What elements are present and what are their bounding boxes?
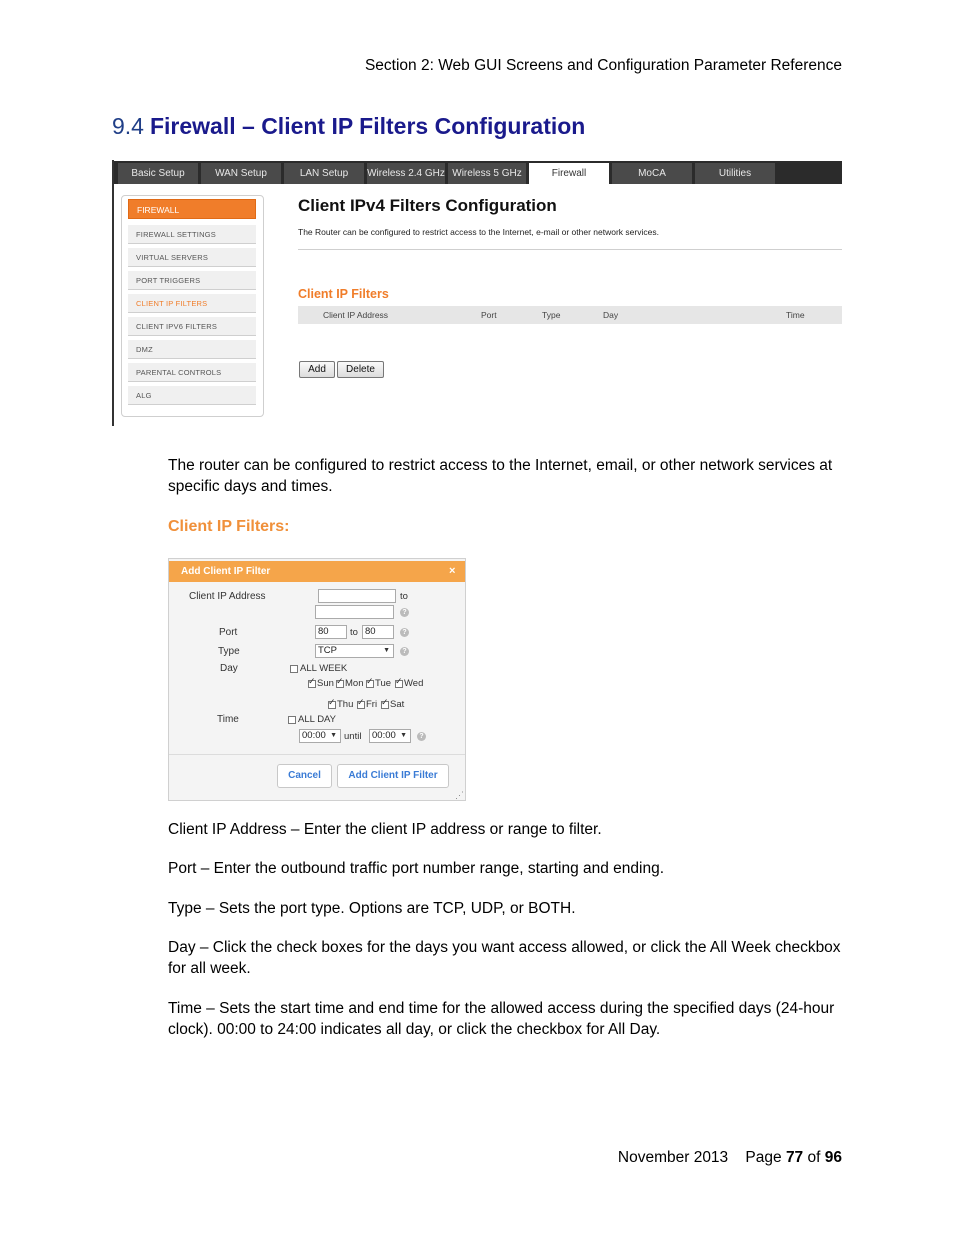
thu-label: Thu <box>337 699 354 710</box>
router-page-description: The Router can be configured to restrict access to the Internet, e-mail or other network services. <box>298 227 659 237</box>
type-label: Type <box>218 646 240 657</box>
help-icon[interactable]: ? <box>400 608 409 617</box>
port-start-input[interactable]: 80 <box>315 625 347 639</box>
wed-checkbox[interactable] <box>395 680 403 688</box>
tue-label: Tue <box>375 678 392 689</box>
client-ip-label: Client IP Address <box>189 591 266 602</box>
tab-wireless-5[interactable]: Wireless 5 GHz <box>448 163 526 184</box>
fri-checkbox[interactable] <box>357 701 365 709</box>
footer-of: of <box>807 1149 821 1166</box>
port-label: Port <box>219 627 238 638</box>
section-heading <box>112 113 585 140</box>
sidebar-item-firewall-settings[interactable]: FIREWALL SETTINGS <box>128 225 256 244</box>
add-client-ip-filter-button[interactable]: Add Client IP Filter <box>337 764 449 788</box>
thu-checkbox[interactable] <box>328 701 336 709</box>
mon-label: Mon <box>345 678 364 689</box>
wed-label: Wed <box>404 678 424 689</box>
sidebar-item-dmz[interactable]: DMZ <box>128 340 256 359</box>
dialog-footer-divider <box>169 754 465 755</box>
chevron-down-icon: ▼ <box>400 732 407 739</box>
type-select-value: TCP <box>318 645 337 656</box>
sat-label: Sat <box>390 699 405 710</box>
all-day-checkbox[interactable] <box>288 716 296 724</box>
sat-checkbox[interactable] <box>381 701 389 709</box>
end-time-select[interactable] <box>369 729 411 743</box>
section-title: Firewall – Client IP Filters Configuration <box>149 113 586 139</box>
intro-paragraph: The router can be configured to restrict access to the Internet, email, or other network services at specific days and times. <box>168 457 833 495</box>
running-header: Section 2: Web GUI Screens and Configuration Parameter Reference <box>364 57 842 74</box>
all-day-label: ALL DAY <box>298 714 337 725</box>
client-ip-end-input[interactable] <box>315 605 394 619</box>
chevron-down-icon: ▼ <box>330 732 337 739</box>
sun-label: Sun <box>317 678 334 689</box>
help-icon[interactable]: ? <box>417 732 426 741</box>
sidebar-item-port-triggers[interactable]: PORT TRIGGERS <box>128 271 256 290</box>
cancel-button[interactable]: Cancel <box>277 764 332 788</box>
section-number: 9.4 <box>112 113 144 139</box>
chevron-down-icon: ▼ <box>383 647 390 654</box>
tab-firewall[interactable]: Firewall <box>529 163 609 184</box>
desc-client-ip: Client IP Address – Enter the client IP address or range to filter. <box>168 821 602 838</box>
sidebar-header-firewall[interactable]: FIREWALL <box>128 199 256 219</box>
tab-wan-setup[interactable]: WAN Setup <box>201 163 281 184</box>
tab-basic-setup[interactable]: Basic Setup <box>118 163 198 184</box>
column-client-ip: Client IP Address <box>323 310 389 320</box>
sun-checkbox[interactable] <box>308 680 316 688</box>
screenshot-border <box>112 160 114 426</box>
tab-wireless-24[interactable]: Wireless 2.4 GHz <box>367 163 445 184</box>
sidebar-item-client-ip-filters[interactable]: CLIENT IP FILTERS <box>128 294 256 313</box>
sidebar-item-parental-controls[interactable]: PARENTAL CONTROLS <box>128 363 256 382</box>
start-time-select[interactable] <box>299 729 341 743</box>
all-week-checkbox[interactable] <box>290 665 298 673</box>
footer-page-number: 77 <box>785 1149 804 1166</box>
help-icon[interactable]: ? <box>400 628 409 637</box>
tue-checkbox[interactable] <box>366 680 374 688</box>
client-ip-start-input[interactable] <box>318 589 396 603</box>
filters-table-header <box>298 306 842 324</box>
desc-day: Day – Click the check boxes for the days you want access allowed, or click the All Week checkbox for all week. <box>168 939 841 977</box>
column-port: Port <box>481 310 497 320</box>
desc-port: Port – Enter the outbound traffic port number range, starting and ending. <box>168 860 665 877</box>
start-time-value: 00:00 <box>302 730 326 741</box>
resize-grip-icon[interactable]: ⋰ <box>455 790 464 800</box>
tab-moca[interactable]: MoCA <box>612 163 692 184</box>
page-footer <box>500 1149 842 1167</box>
desc-type: Type – Sets the port type. Options are TCP, UDP, or BOTH. <box>168 900 576 917</box>
tab-utilities[interactable]: Utilities <box>695 163 775 184</box>
day-label: Day <box>220 663 238 674</box>
router-page-title: Client IPv4 Filters Configuration <box>298 196 557 215</box>
client-ip-filters-subhead: Client IP Filters: <box>168 518 290 535</box>
router-subheading: Client IP Filters <box>298 287 389 301</box>
type-select[interactable] <box>315 644 394 658</box>
until-label: until <box>344 731 362 742</box>
time-label: Time <box>217 714 239 725</box>
router-divider <box>298 249 842 250</box>
mon-checkbox[interactable] <box>336 680 344 688</box>
column-day: Day <box>603 310 619 320</box>
close-icon[interactable]: × <box>449 565 456 577</box>
add-button[interactable]: Add <box>299 361 335 378</box>
column-time: Time <box>786 310 805 320</box>
column-type: Type <box>542 310 561 320</box>
footer-date: November 2013 <box>617 1149 729 1166</box>
help-icon[interactable]: ? <box>400 647 409 656</box>
footer-page-total: 96 <box>824 1149 842 1166</box>
delete-button[interactable]: Delete <box>337 361 384 378</box>
end-time-value: 00:00 <box>372 730 396 741</box>
sidebar-item-virtual-servers[interactable]: VIRTUAL SERVERS <box>128 248 256 267</box>
tab-lan-setup[interactable]: LAN Setup <box>284 163 364 184</box>
port-end-input[interactable]: 80 <box>362 625 394 639</box>
sidebar-item-client-ipv6-filters[interactable]: CLIENT IPV6 FILTERS <box>128 317 256 336</box>
port-to-label: to <box>350 627 358 638</box>
desc-time: Time – Sets the start time and end time for the allowed access during the specified days (24-hour clock). 00:00 to 24:00 indicates all day, or click the checkbox for All Day. <box>168 1000 835 1038</box>
fri-label: Fri <box>366 699 378 710</box>
dialog-title: Add Client IP Filter <box>169 561 465 582</box>
sidebar-item-alg[interactable]: ALG <box>128 386 256 405</box>
client-ip-to-label: to <box>400 591 408 602</box>
all-week-label: ALL WEEK <box>300 663 348 674</box>
router-tab-bar <box>114 161 842 184</box>
footer-page-prefix: Page <box>745 1149 782 1166</box>
